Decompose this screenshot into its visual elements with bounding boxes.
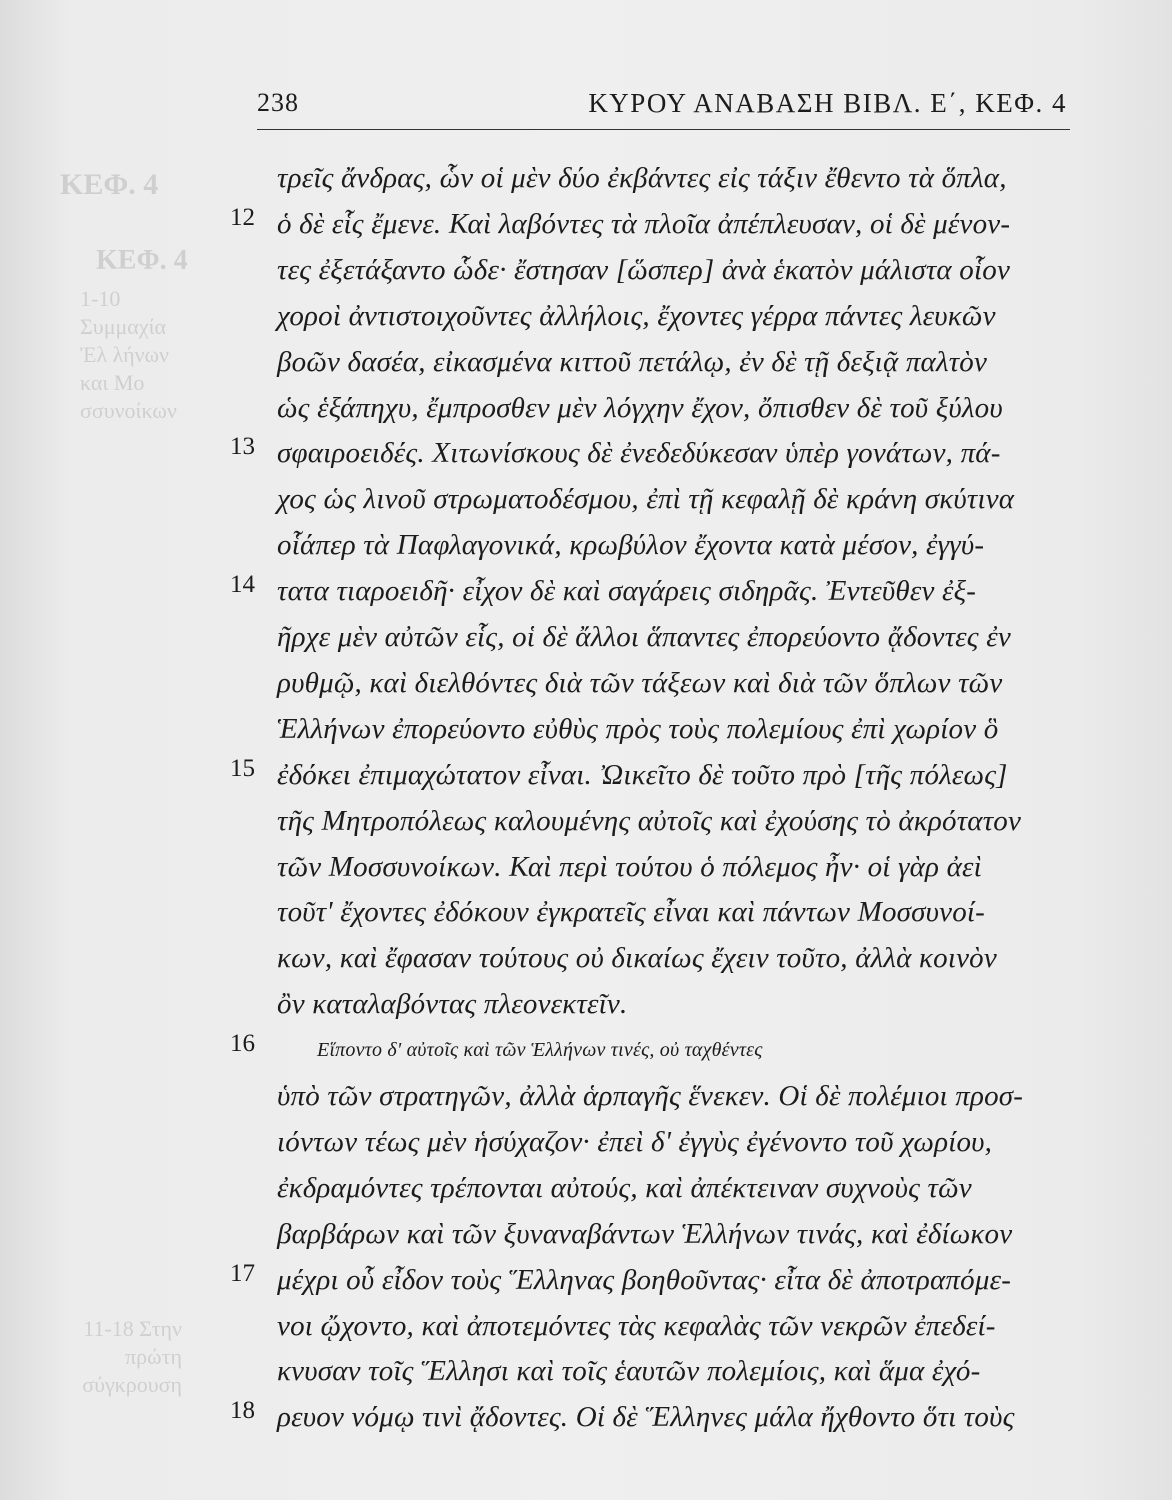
text-line: [230, 1076, 1090, 1122]
line-text: βαρβάρων καὶ τῶν ξυναναβάντων Ἑλλήνων τινάς, καὶ ἐδίωκον: [277, 1217, 1013, 1250]
section-number: 16: [230, 1030, 255, 1058]
text-line: [230, 342, 1090, 388]
line-text: τες ἐξετάξαντο ὧδε· ἔστησαν [ὥσπερ] ἀνὰ ἑκατὸν μάλιστα οἷον: [277, 253, 1011, 286]
text-line: [230, 1214, 1090, 1260]
line-text: τρεῖς ἄνδρας, ὧν οἱ μὲν δύο ἐκβάντες εἰς τάξιν ἔθεντο τὰ ὅπλα,: [277, 162, 1007, 194]
line-text: τατα τιαροειδῆ· εἶχον δὲ καὶ σαγάρεις σιδηρᾶς. Ἐντεῦθεν ἐξ-: [277, 575, 977, 608]
text-line: [230, 1351, 1090, 1397]
line-text: Ἑλλήνων ἐπορεύοντο εὐθὺς πρὸς τοὺς πολεμίους ἐπὶ χωρίον ὃ: [277, 712, 999, 745]
text-line: [230, 204, 1090, 250]
section-number: 18: [230, 1397, 255, 1425]
text-line: [230, 1030, 1090, 1076]
line-text: κνυσαν τοῖς Ἕλλησι καὶ τοῖς ἑαυτῶν πολεμίοις, καὶ ἅμα ἐχό-: [277, 1355, 981, 1388]
text-line: [230, 938, 1090, 984]
section-number: 12: [230, 203, 255, 231]
line-text: τῆς Μητροπόλεως καλουμένης αὐτοῖς καὶ ἐχούσης τὸ ἀκρότατον: [277, 804, 1022, 837]
line-text: κων, καὶ ἔφασαν τούτους οὐ δικαίως ἔχειν τοῦτο, ἀλλὰ κοινὸν: [277, 942, 997, 975]
text-line: [230, 755, 1090, 801]
bleed-through-heading-2: ΚΕΦ. 4: [96, 245, 188, 276]
line-text: τοῦτ' ἔχοντες ἐδόκουν ἐγκρατεῖς εἶναι καὶ πάντων Μοσσυνοί-: [277, 896, 986, 929]
bleed-through-bottom-note: 11-18 Στην πρώτη σύγκρουση: [82, 1316, 182, 1397]
line-text: ἐκδραμόντες τρέπονται αὐτούς, καὶ ἀπέκτειναν συχνοὺς τῶν: [277, 1171, 972, 1204]
line-text: ιόντων τέως μὲν ἡσύχαζον· ἐπεὶ δ' ἐγγὺς ἐγένοντο τοῦ χωρίου,: [277, 1125, 993, 1158]
text-line: [230, 892, 1090, 938]
text-line: [230, 1306, 1090, 1352]
line-text: οἷάπερ τὰ Παφλαγονικά, κρωβύλον ἔχοντα κατὰ μέσον, ἐγγύ-: [277, 529, 985, 562]
text-line: [230, 433, 1090, 479]
line-text: ὁ δὲ εἷς ἔμενε. Καὶ λαβόντες τὰ πλοῖα ἀπέπλευσαν, οἱ δὲ μένον-: [277, 207, 1011, 240]
text-line: [230, 388, 1090, 434]
line-text: ὡς ἑξάπηχυ, ἔμπροσθεν μὲν λόγχην ἔχον, ὄπισθεν δὲ τοῦ ξύλου: [277, 391, 1003, 424]
page-number: 238: [257, 88, 299, 117]
text-line: [230, 1168, 1090, 1214]
line-text: σφαιροειδές. Χιτωνίσκους δὲ ἐνεδεδύκεσαν ὑπὲρ γονάτων, πά-: [277, 437, 1001, 470]
text-line: [230, 1122, 1090, 1168]
text-line: [230, 296, 1090, 342]
text-line: [230, 617, 1090, 663]
line-text: νοι ᾤχοντο, καὶ ἀποτεμόντες τὰς κεφαλὰς τῶν νεκρῶν ἐπεδεί-: [277, 1309, 996, 1342]
line-text: ἐδόκει ἐπιμαχώτατον εἶναι. Ὠικεῖτο δὲ τοῦτο πρὸ [τῆς πόλεως]: [277, 758, 1008, 791]
section-number: 13: [230, 433, 255, 461]
text-line: [230, 984, 1090, 1030]
text-line: [230, 571, 1090, 617]
line-text: ῆρχε μὲν αὐτῶν εἷς, οἱ δὲ ἄλλοι ἅπαντες ἐπορεύοντο ᾄδοντες ἐν: [277, 621, 1011, 653]
text-line: [230, 663, 1090, 709]
section-number: 14: [230, 571, 255, 599]
section-number: 17: [230, 1259, 255, 1287]
text-line: [230, 479, 1090, 525]
text-line: [230, 709, 1090, 755]
line-text: μέχρι οὗ εἶδον τοὺς Ἕλληνας βοηθοῦντας· εἶτα δὲ ἀποτραπόμε-: [277, 1263, 1012, 1296]
line-text: βοῶν δασέα, εἰκασμένα κιττοῦ πετάλῳ, ἐν δὲ τῇ δεξιᾷ παλτὸν: [277, 345, 988, 378]
text-line: [230, 158, 1090, 204]
text-line: [230, 1397, 1090, 1443]
running-head: ΚΥΡΟΥ ΑΝΑΒΑΣΗ ΒΙΒΛ. Ε΄, ΚΕΦ. 4: [588, 88, 1067, 118]
line-text: ὑπὸ τῶν στρατηγῶν, ἀλλὰ ἁρπαγῆς ἕνεκεν. Οἱ δὲ πολέμιοι προσ-: [277, 1080, 1024, 1112]
bleed-through-side-note: 1-10 Συμμαχία Ἐλ λήνων και Μο σσυνοίκων: [80, 286, 177, 423]
text-line: [230, 1260, 1090, 1306]
section-number: 15: [230, 754, 255, 782]
bleed-through-heading: ΚΕΦ. 4: [60, 168, 159, 201]
text-line: [230, 801, 1090, 847]
text-line: [230, 525, 1090, 571]
line-text: ὂν καταλαβόντας πλεονεκτεῖν.: [277, 988, 628, 1021]
line-text: χος ὡς λινοῦ στρωματοδέσμου, ἐπὶ τῇ κεφαλῇ δὲ κράνη σκύτινα: [277, 483, 1015, 516]
line-text: ρυθμῷ, καὶ διελθόντες διὰ τῶν τάξεων καὶ διὰ τῶν ὅπλων τῶν: [277, 666, 1003, 699]
line-text: τῶν Μοσσυνοίκων. Καὶ περὶ τούτου ὁ πόλεμος ἦν· οἱ γὰρ ἀεὶ: [277, 850, 982, 883]
text-line: [230, 250, 1090, 296]
text-line: [230, 847, 1090, 893]
line-text: χοροὶ ἀντιστοιχοῦντες ἀλλήλοις, ἔχοντες γέρρα πάντες λευκῶν: [277, 299, 996, 332]
line-text: Εἵποντο δ' αὐτοῖς καὶ τῶν Ἑλλήνων τινές, οὐ ταχθέντες: [317, 1039, 763, 1062]
line-text: ρευον νόμῳ τινὶ ᾄδοντες. Οἱ δὲ Ἕλληνες μάλα ἤχθοντο ὅτι τοὺς: [277, 1401, 1015, 1434]
